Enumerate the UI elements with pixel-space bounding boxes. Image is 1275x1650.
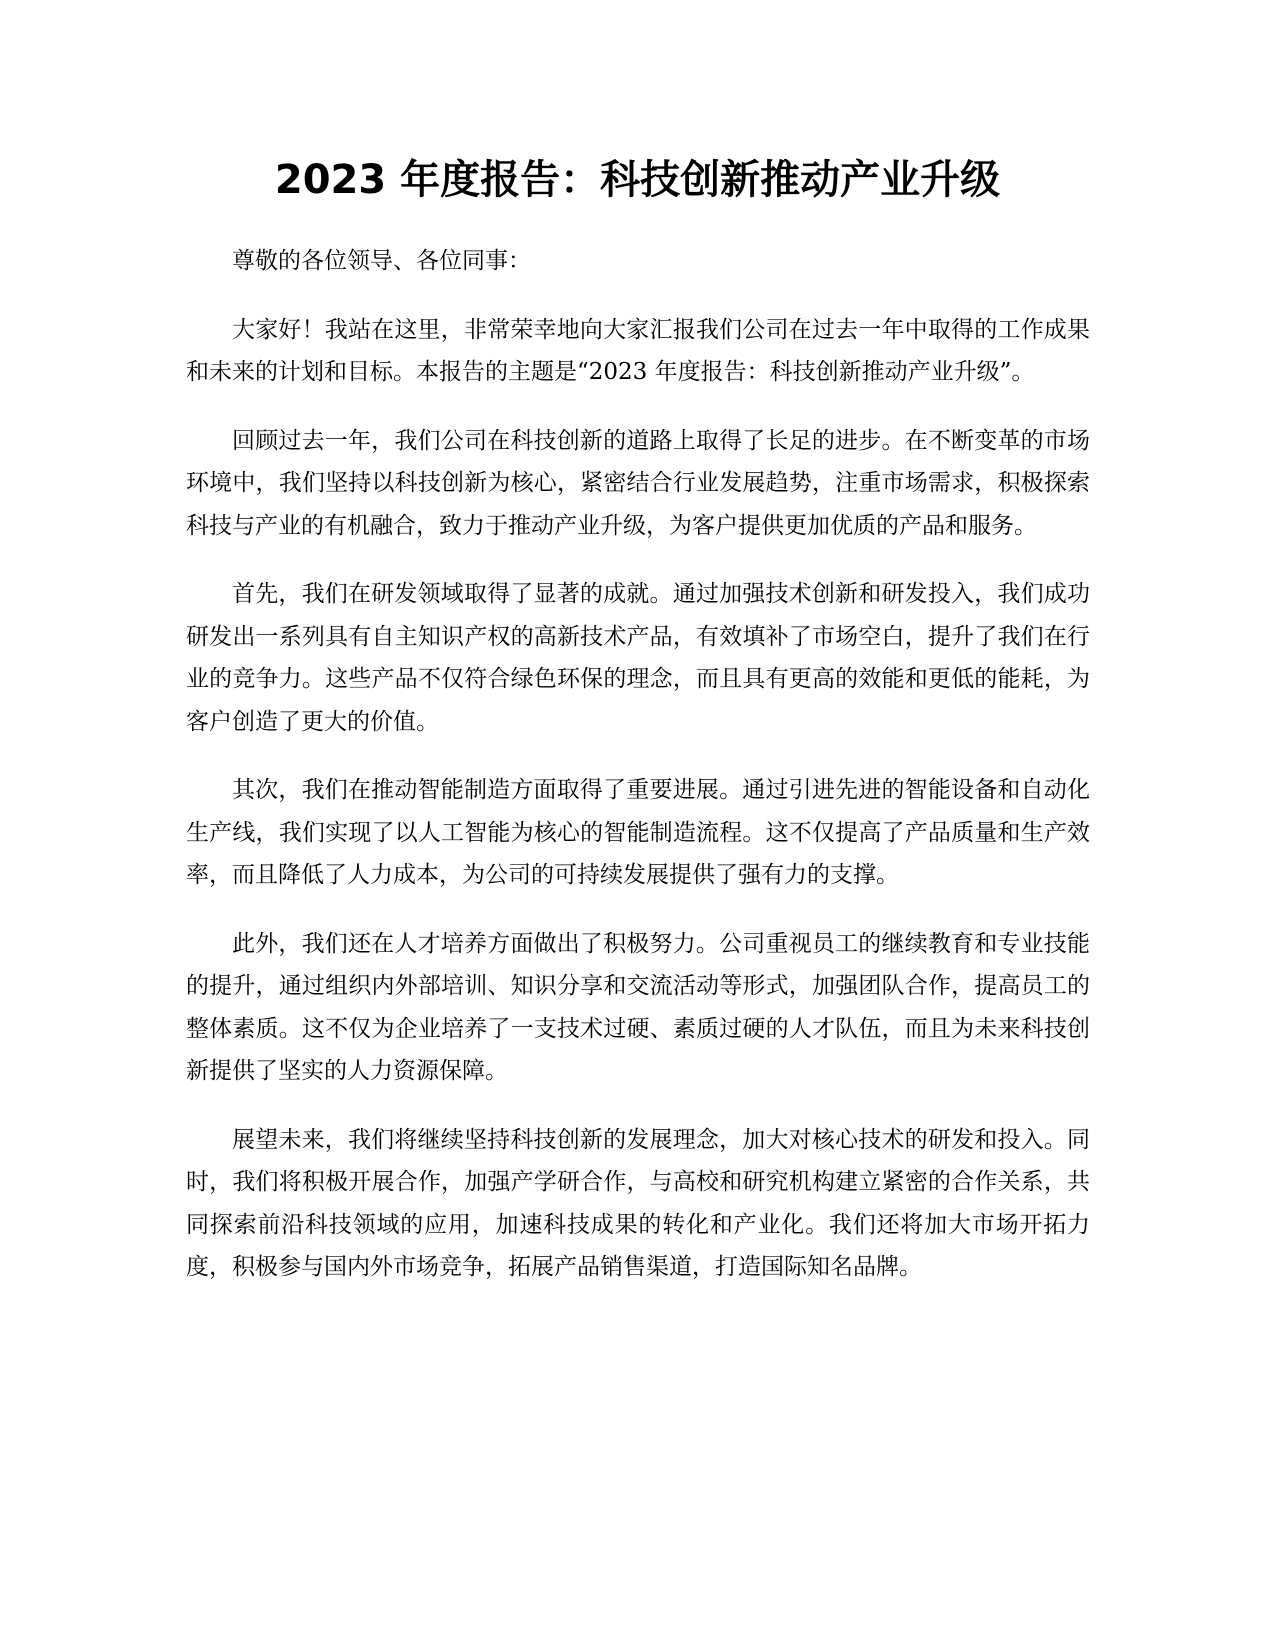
document-title: 2023 年度报告：科技创新推动产业升级 [274,157,1001,203]
paragraph-rnd: 首先，我们在研发领域取得了显著的成就。通过加强技术创新和研发投入，我们成功研发出一系列具有自主知识产权的高新技术产品，有效填补了市场空白，提升了我们在行业的竞争力。这些产品不仅符合绿色环保的理念，而且具有更高的效能和更低的能耗，为客户创造了更大的价值。 [186,581,1090,735]
paragraph-smart-manufacturing: 其次，我们在推动智能制造方面取得了重要进展。通过引进先进的智能设备和自动化生产线，我们实现了以人工智能为核心的智能制造流程。这不仅提高了产品质量和生产效率，而且降低了人力成本，为公司的可持续发展提供了强有力的支撑。 [186,777,1090,888]
paragraph-review: 回顾过去一年，我们公司在科技创新的道路上取得了长足的进步。在不断变革的市场环境中，我们坚持以科技创新为核心，紧密结合行业发展趋势，注重市场需求，积极探索科技与产业的有机融合，致力于推动产业升级，为客户提供更加优质的产品和服务。 [186,427,1090,539]
paragraph-greeting: 尊敬的各位领导、各位同事： [232,248,531,274]
paragraph-intro: 大家好！我站在这里，非常荣幸地向大家汇报我们公司在过去一年中取得的工作成果和未来的计划和目标。本报告的主题是“2023 年度报告：科技创新推动产业升级”。 [186,316,1090,385]
paragraph-talent: 此外，我们还在人才培养方面做出了积极努力。公司重视员工的继续教育和专业技能的提升，通过组织内外部培训、知识分享和交流活动等形式，加强团队合作，提高员工的整体素质。这不仅为企业培养了一支技术过硬、素质过硬的人才队伍，而且为未来科技创新提供了坚实的人力资源保障。 [186,930,1090,1084]
document-body [186,240,1090,1315]
paragraph-outlook: 展望未来，我们将继续坚持科技创新的发展理念，加大对核心技术的研发和投入。同时，我们将积极开展合作，加强产学研合作，与高校和研究机构建立紧密的合作关系，共同探索前沿科技领域的应用，加速科技成果的转化和产业化。我们还将加大市场开拓力度，积极参与国内外市场竞争，拓展产品销售渠道，打造国际知名品牌。 [186,1126,1090,1280]
